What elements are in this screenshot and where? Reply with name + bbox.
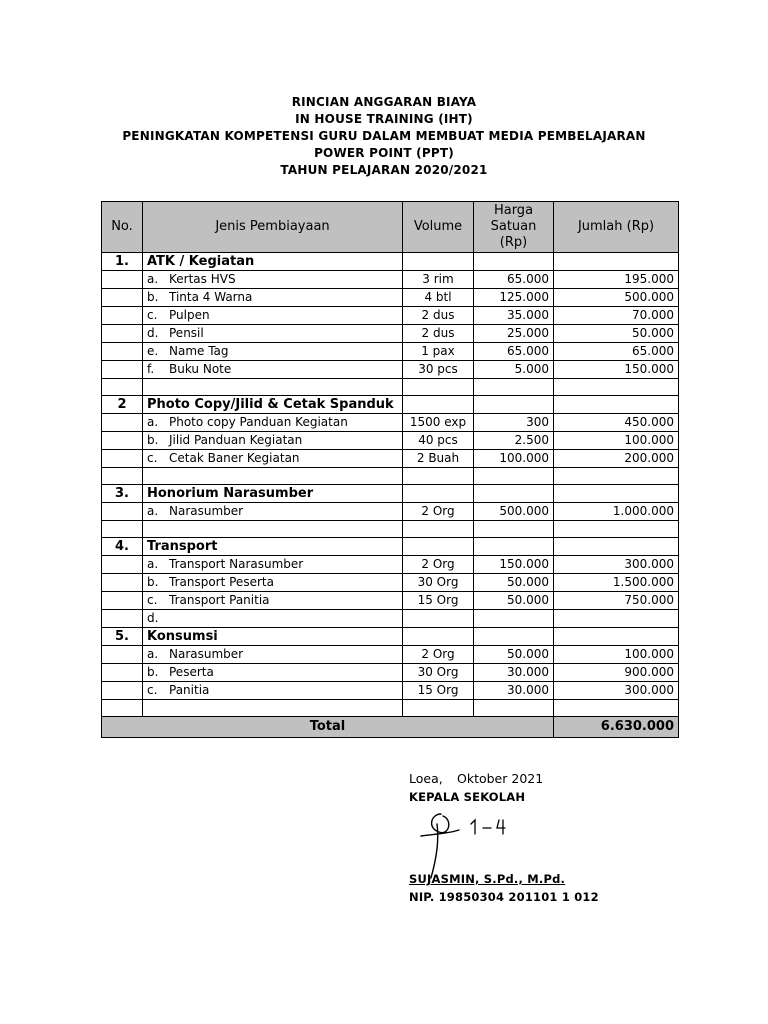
item-jumlah: 1.000.000 [554,503,679,521]
item-harga-satuan: 50.000 [474,646,554,664]
item-volume: 1500 exp [403,414,474,432]
item-volume: 15 Org [403,592,474,610]
item-volume: 30 Org [403,574,474,592]
empty-cell [102,343,143,361]
item-cell [143,646,403,664]
section-name: Transport [143,538,403,556]
item-volume: 2 dus [403,307,474,325]
empty-cell [403,538,474,556]
item-jumlah: 500.000 [554,289,679,307]
blank-cell [143,468,403,485]
empty-cell [554,628,679,646]
header-no: No. [102,202,143,253]
title-line-3: PENINGKATAN KOMPETENSI GURU DALAM MEMBUAT MEDIA PEMBELAJARAN POWER POINT (PPT) [122,129,646,160]
item-name: Transport Narasumber [169,557,304,571]
item-harga-satuan: 150.000 [474,556,554,574]
item-harga-satuan [474,610,554,628]
total-row [102,717,679,738]
blank-cell [102,700,143,717]
section-number: 2 [102,396,143,414]
empty-cell [102,646,143,664]
item-harga-satuan: 65.000 [474,343,554,361]
item-letter: f. [147,362,155,376]
section-row [102,253,679,271]
empty-cell [554,538,679,556]
item-harga-satuan: 50.000 [474,592,554,610]
item-harga-satuan: 30.000 [474,664,554,682]
table-row [102,361,679,379]
item-jumlah: 70.000 [554,307,679,325]
item-volume: 3 rim [403,271,474,289]
section-number: 3. [102,485,143,503]
item-letter: a. [147,557,159,571]
section-name: Konsumsi [143,628,403,646]
item-name: Transport Peserta [169,575,274,589]
signatory-nip: NIP. 19850304 201101 1 012 [409,890,599,904]
title-line-2: IN HOUSE TRAINING (IHT) [295,112,473,126]
item-harga-satuan: 2.500 [474,432,554,450]
section-row [102,538,679,556]
item-name: Jilid Panduan Kegiatan [169,433,303,447]
item-cell [143,664,403,682]
blank-cell [474,468,554,485]
empty-cell [474,628,554,646]
empty-cell [102,450,143,468]
item-jumlah: 150.000 [554,361,679,379]
table-row [102,682,679,700]
item-volume: 30 pcs [403,361,474,379]
empty-cell [102,432,143,450]
document-title [0,94,768,179]
item-jumlah: 200.000 [554,450,679,468]
item-jumlah: 1.500.000 [554,574,679,592]
item-letter: a. [147,415,159,429]
table-row [102,610,679,628]
item-letter: c. [147,593,158,607]
table-row [102,414,679,432]
item-letter: c. [147,308,158,322]
empty-cell [474,396,554,414]
empty-cell [102,289,143,307]
empty-cell [403,396,474,414]
section-row [102,628,679,646]
section-row [102,485,679,503]
item-letter: d. [147,326,159,340]
table-body [102,253,679,738]
blank-cell [102,379,143,396]
item-volume: 30 Org [403,664,474,682]
table-row [102,432,679,450]
item-cell [143,574,403,592]
empty-cell [554,396,679,414]
blank-cell [554,468,679,485]
empty-cell [102,682,143,700]
item-jumlah: 900.000 [554,664,679,682]
table-row [102,574,679,592]
blank-cell [403,468,474,485]
item-volume: 2 Org [403,503,474,521]
empty-cell [554,485,679,503]
item-volume: 2 Buah [403,450,474,468]
item-letter: a. [147,272,159,286]
item-name: Peserta [169,665,214,679]
item-letter: c. [147,683,158,697]
blank-cell [554,521,679,538]
table-row [102,271,679,289]
item-letter: e. [147,344,159,358]
item-name: Transport Panitia [169,593,270,607]
item-name: Cetak Baner Kegiatan [169,451,300,465]
item-cell [143,361,403,379]
section-row [102,396,679,414]
section-name: ATK / Kegiatan [143,253,403,271]
signatory-name: SUJASMIN, S.Pd., M.Pd. [409,872,566,886]
item-cell [143,450,403,468]
item-name: Tinta 4 Warna [169,290,253,304]
section-number: 4. [102,538,143,556]
empty-cell [102,361,143,379]
item-name: Panitia [169,683,210,697]
item-letter: b. [147,575,159,589]
item-jumlah: 100.000 [554,646,679,664]
item-harga-satuan: 300 [474,414,554,432]
date-text: Oktober 2021 [457,771,544,786]
item-harga-satuan: 35.000 [474,307,554,325]
blank-cell [102,521,143,538]
signatory-role: KEPALA SEKOLAH [409,790,526,804]
blank-cell [474,379,554,396]
item-letter: b. [147,290,159,304]
blank-cell [554,379,679,396]
item-volume [403,610,474,628]
item-cell [143,610,403,628]
item-name: Name Tag [169,344,229,358]
item-volume: 2 Org [403,556,474,574]
empty-cell [102,592,143,610]
item-letter: c. [147,451,158,465]
item-letter: a. [147,504,159,518]
blank-cell [143,700,403,717]
item-harga-satuan: 100.000 [474,450,554,468]
place-text: Loea, [409,771,443,786]
item-cell [143,682,403,700]
item-cell [143,325,403,343]
item-name: Buku Note [169,362,232,376]
empty-cell [474,253,554,271]
item-cell [143,432,403,450]
header-jenis-pembiayaan: Jenis Pembiayaan [143,202,403,253]
budget-table [101,201,679,738]
item-name: Narasumber [169,504,244,518]
blank-cell [403,379,474,396]
empty-cell [102,414,143,432]
blank-cell [474,521,554,538]
item-harga-satuan: 125.000 [474,289,554,307]
item-volume: 2 Org [403,646,474,664]
empty-cell [554,253,679,271]
item-cell [143,592,403,610]
item-volume: 4 btl [403,289,474,307]
empty-cell [102,664,143,682]
item-name: Pulpen [169,308,210,322]
total-label: Total [102,717,554,738]
item-harga-satuan: 30.000 [474,682,554,700]
section-number: 1. [102,253,143,271]
blank-row [102,521,679,538]
item-letter: b. [147,433,159,447]
table-row [102,592,679,610]
blank-row [102,468,679,485]
section-name: Honorium Narasumber [143,485,403,503]
item-jumlah: 65.000 [554,343,679,361]
table-row [102,307,679,325]
table-row [102,450,679,468]
table-row [102,325,679,343]
item-cell [143,503,403,521]
item-name: Photo copy Panduan Kegiatan [169,415,348,429]
empty-cell [102,556,143,574]
table-row [102,289,679,307]
item-cell [143,307,403,325]
section-number: 5. [102,628,143,646]
item-jumlah: 300.000 [554,682,679,700]
item-volume: 2 dus [403,325,474,343]
item-name: Pensil [169,326,204,340]
header-volume: Volume [403,202,474,253]
item-harga-satuan: 500.000 [474,503,554,521]
item-name: Kertas HVS [169,272,236,286]
place-date-line [409,770,599,788]
blank-cell [102,468,143,485]
item-cell [143,289,403,307]
table-row [102,664,679,682]
empty-cell [102,610,143,628]
header-jumlah: Jumlah (Rp) [554,202,679,253]
item-harga-satuan: 25.000 [474,325,554,343]
item-jumlah: 750.000 [554,592,679,610]
total-value: 6.630.000 [554,717,679,738]
blank-cell [403,521,474,538]
empty-cell [102,503,143,521]
table-row [102,503,679,521]
item-jumlah: 300.000 [554,556,679,574]
item-volume: 40 pcs [403,432,474,450]
empty-cell [474,538,554,556]
handwritten-signature [413,806,523,886]
item-letter: a. [147,647,159,661]
empty-cell [403,628,474,646]
blank-cell [143,521,403,538]
table-row [102,343,679,361]
item-harga-satuan: 65.000 [474,271,554,289]
item-name: Narasumber [169,647,244,661]
item-harga-satuan: 50.000 [474,574,554,592]
item-volume: 15 Org [403,682,474,700]
table-header-row [102,202,679,253]
empty-cell [474,485,554,503]
title-line-1: RINCIAN ANGGARAN BIAYA [291,95,477,109]
section-name: Photo Copy/Jilid & Cetak Spanduk [143,396,403,414]
item-letter: d. [147,611,159,625]
empty-cell [102,325,143,343]
table-row [102,556,679,574]
item-cell [143,343,403,361]
item-jumlah: 195.000 [554,271,679,289]
blank-cell [403,700,474,717]
item-jumlah [554,610,679,628]
blank-cell [554,700,679,717]
empty-cell [403,253,474,271]
item-letter: b. [147,665,159,679]
item-jumlah: 100.000 [554,432,679,450]
empty-cell [102,271,143,289]
empty-cell [102,574,143,592]
blank-cell [143,379,403,396]
item-cell [143,271,403,289]
item-jumlah: 450.000 [554,414,679,432]
item-cell [143,414,403,432]
header-harga-satuan: Harga Satuan (Rp) [474,202,554,253]
blank-row [102,700,679,717]
item-cell [143,556,403,574]
title-line-4: TAHUN PELAJARAN 2020/2021 [280,163,488,177]
item-volume: 1 pax [403,343,474,361]
blank-cell [474,700,554,717]
item-jumlah: 50.000 [554,325,679,343]
item-harga-satuan: 5.000 [474,361,554,379]
empty-cell [403,485,474,503]
empty-cell [102,307,143,325]
table-row [102,646,679,664]
blank-row [102,379,679,396]
